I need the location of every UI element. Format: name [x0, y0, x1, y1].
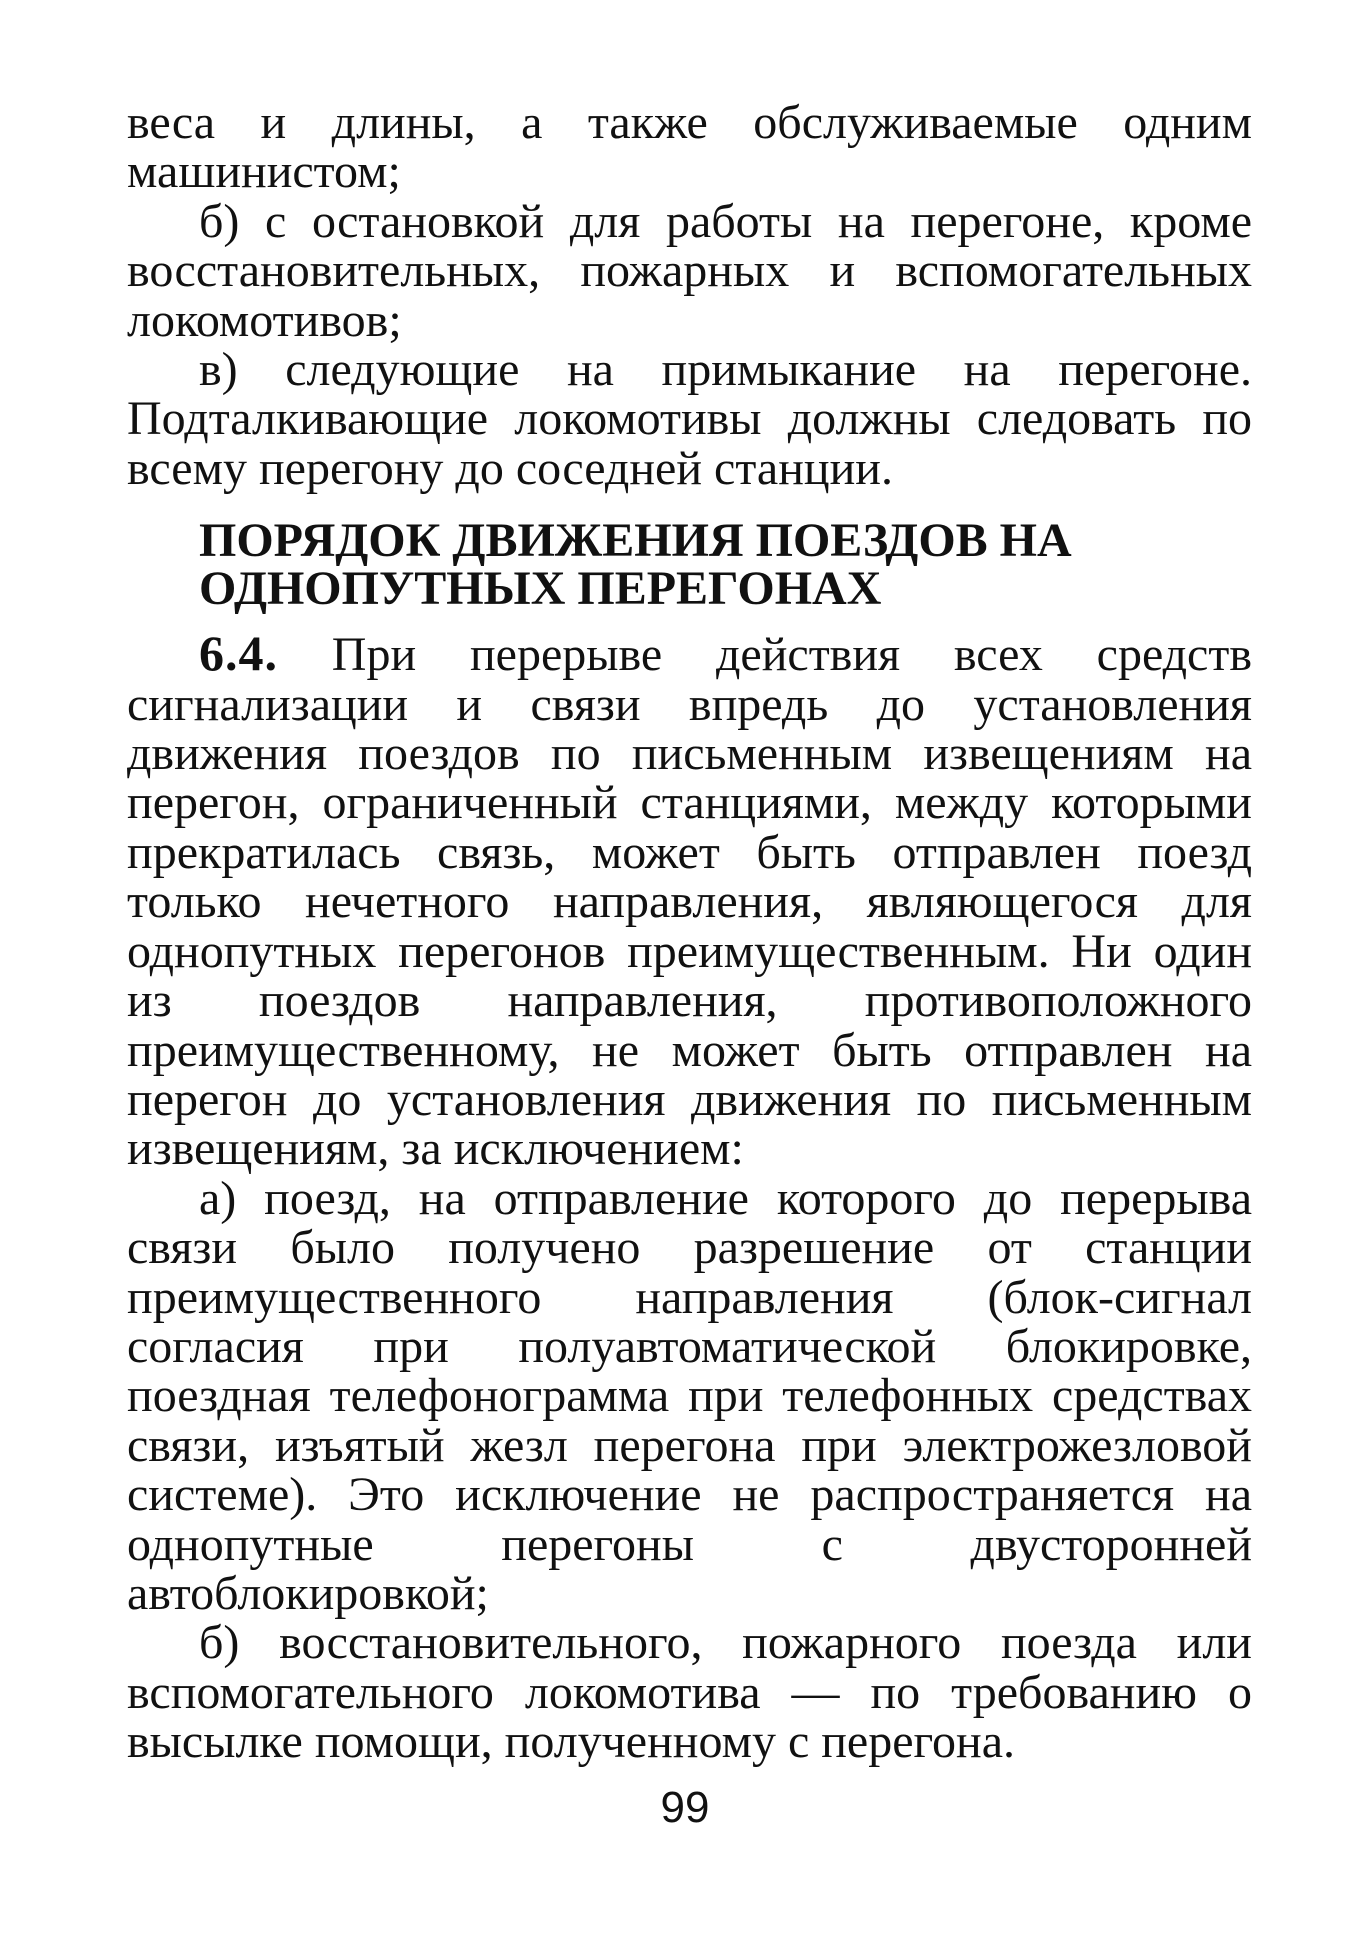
paragraph-a: а) поезд, на отправление которого до перерыва связи было получено разрешение от станции преимущественного направления (блок-сигнал согласия при полуавтоматической блокировке, поездная телефонограмма при телефонных средствах связи, изъятый жезл перегона при электрожезловой системе). Это исключение не распространяется на однопутные перегоны с двусторонней автоблокировкой; [127, 1171, 1252, 1620]
paragraph-v: в) следующие на примыкание на перегоне. Подталкивающие локомотивы должны следовать по всему перегону до соседней станции. [127, 343, 1252, 495]
section-number: 6.4. [199, 625, 278, 682]
paragraph-b2: б) восстановительного, пожарного поезда или вспомогательного локомотива — по требованию о высылке помощи, полученному с перегона. [127, 1616, 1252, 1769]
document-page [127, 98, 1252, 1767]
page-number: 99 [660, 1783, 710, 1832]
section-heading: ПОРЯДОК ДВИЖЕНИЯ ПОЕЗДОВ НА ОДНОПУТНЫХ ПЕРЕГОНАХ [199, 514, 1072, 616]
paragraph-b: б) с остановкой для работы на перегоне, кроме восстановительных, пожарных и вспомогательных локомотивов; [127, 194, 1252, 347]
paragraph-6-4 [127, 625, 1252, 1176]
paragraph-intro: веса и длины, а также обслуживаемые одним машинистом; [127, 96, 1252, 199]
paragraph-6-4-text: При перерыве действия всех средств сигнализации и связи впредь до установления движения поездов по письменным извещениям на перегон, ограниченный станциями, между которыми прекратилась связь, может быть отправлен поезд только нечетного направления, являющегося для однопутных перегонов преимущественным. Ни один из поездов направления, противоположного преимущественному, не может быть отправлен на перегон до установления движения по письменным извещениям, за исключением: [127, 628, 1252, 1176]
